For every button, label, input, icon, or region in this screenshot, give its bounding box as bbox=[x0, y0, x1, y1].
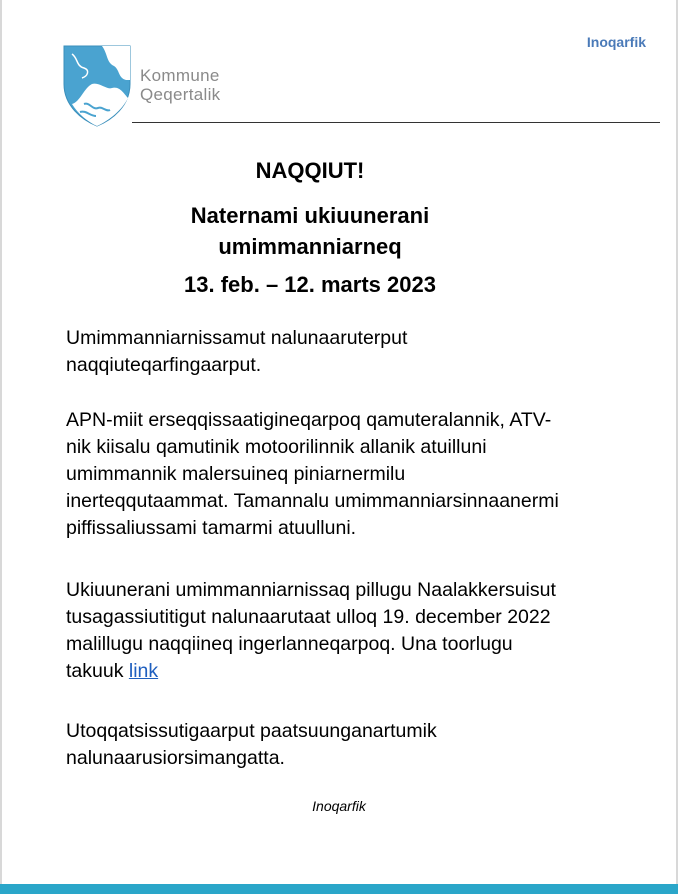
logo-text-kommune: Kommune bbox=[140, 66, 220, 85]
paragraph-line: takuuk bbox=[66, 660, 129, 682]
notice-date-range: 13. feb. – 12. marts 2023 bbox=[184, 272, 436, 297]
paragraph-line: inerteqqutaammat. Tamannalu umimmanniarsinnaanermi bbox=[66, 490, 559, 512]
info-link[interactable]: link bbox=[128, 660, 159, 682]
coat-of-arms-icon bbox=[62, 44, 132, 128]
paragraph-3 bbox=[66, 577, 636, 685]
header-divider bbox=[132, 122, 660, 123]
logo-text-qeqertalik: Qeqertalik bbox=[140, 85, 221, 104]
footer-accent-bar bbox=[0, 884, 678, 894]
paragraph-line: Utoqqatsissutigaarput paatsuunganartumik bbox=[66, 720, 437, 742]
paragraph-line: Umimmanniarnissamut nalunaaruterput bbox=[66, 327, 408, 349]
subtitle-line-2: umimmanniarneq bbox=[218, 234, 402, 259]
page-border-left bbox=[0, 0, 2, 894]
header-corner-label: Inoqarfik bbox=[586, 34, 646, 50]
paragraph-line: nik kiisalu qamutinik motoorilinnik allanik atuilluni bbox=[66, 436, 487, 458]
paragraph-line: malillugu naqqiineq ingerlanneqarpoq. Una toorlugu bbox=[66, 633, 513, 655]
paragraph-4 bbox=[66, 718, 636, 772]
paragraph-line: piffissaliussami tamarmi atuulluni. bbox=[66, 517, 357, 539]
paragraph-line: umimmannik malersuineq piniarnermilu bbox=[66, 463, 406, 485]
notice-heading: NAQQIUT! bbox=[255, 158, 365, 183]
paragraph-line: naqqiuteqarfingaarput. bbox=[66, 354, 262, 376]
paragraph-2 bbox=[66, 407, 636, 542]
subtitle-line-1: Naternami ukiuunerani bbox=[190, 203, 430, 228]
footer-label: Inoqarfik bbox=[312, 798, 366, 814]
paragraph-line: Ukiuunerani umimmanniarnissaq pillugu Naalakkersuisut bbox=[66, 579, 556, 601]
paragraph-line: tusagassiutitigut nalunaarutaat ulloq 19. december 2022 bbox=[66, 606, 551, 628]
paragraph-line: APN-miit erseqqissaatigineqarpoq qamuteralannik, ATV- bbox=[66, 409, 552, 431]
kommune-logo bbox=[62, 44, 242, 128]
notice-subtitle bbox=[60, 200, 560, 262]
paragraph-line: nalunaarusiorsimangatta. bbox=[66, 747, 285, 769]
paragraph-1 bbox=[66, 325, 636, 379]
